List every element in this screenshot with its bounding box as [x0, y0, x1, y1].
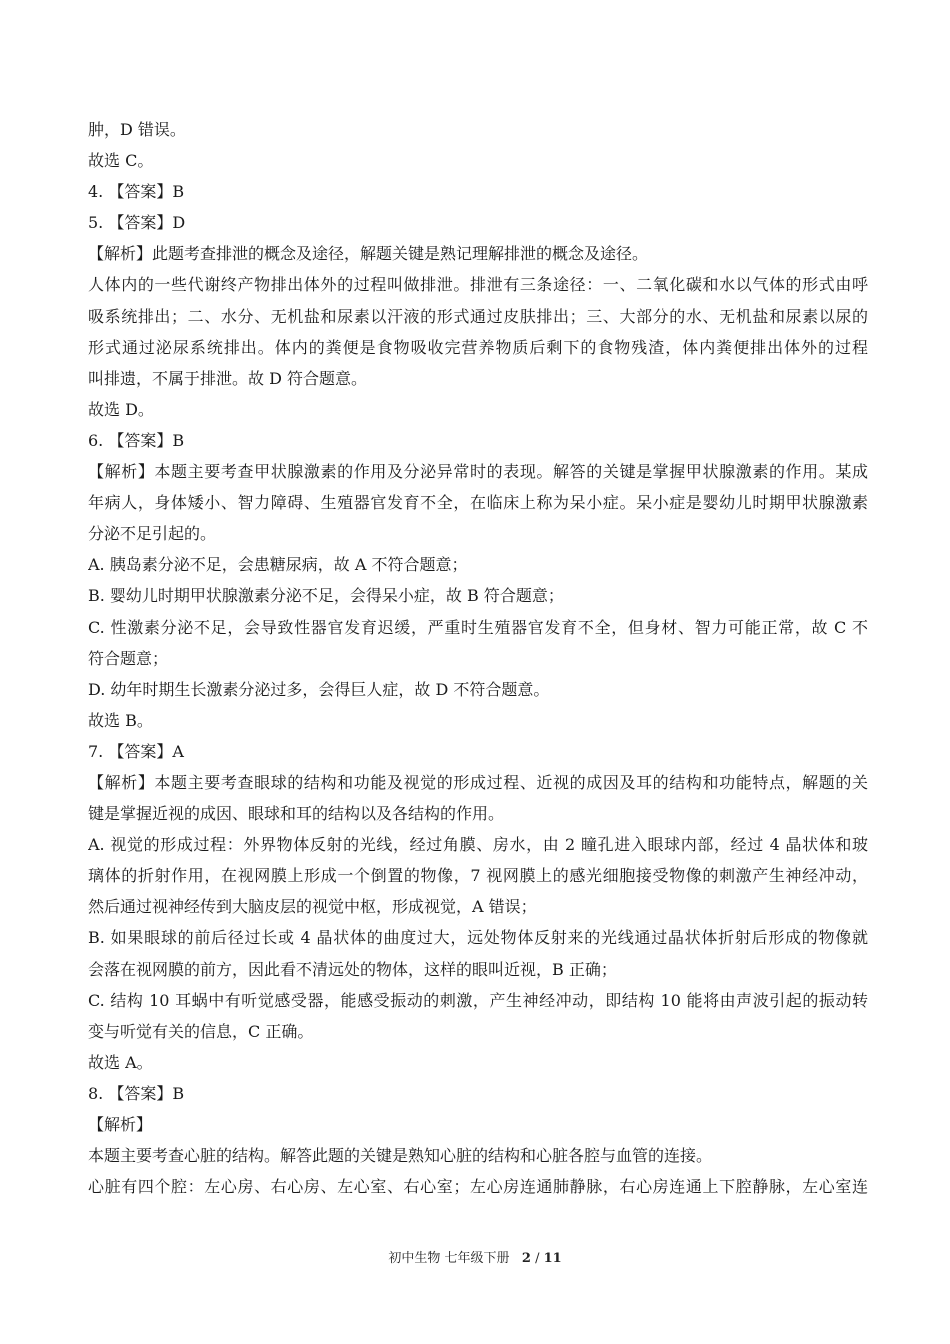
text-line: 7. 【答案】A	[88, 741, 184, 761]
text-line: 故选 B。	[88, 710, 153, 730]
text-line: 心脏有四个腔：左心房、右心房、左心室、右心室；左心房连通肺静脉，右心房连通上下腔静脉，左心室连	[88, 1177, 868, 1197]
text-line: 吸系统排出；二、水分、无机盐和尿素以汗液的形式通过皮肤排出；三、大部分的水、无机盐和尿素以尿的	[88, 306, 868, 326]
text-line: 肿，D 错误。	[88, 120, 186, 139]
page-footer	[0, 1247, 950, 1266]
text-line: 【解析】本题主要考查甲状腺激素的作用及分泌异常时的表现。解答的关键是掌握甲状腺激素的作用。某成	[88, 462, 868, 482]
page-number: 2	[521, 1251, 531, 1266]
text-line: C. 性激素分泌不足，会导致性器官发育迟缓，严重时生殖器官发育不全，但身材、智力可能正常，故 C 不	[88, 617, 868, 637]
text-line: D. 幼年时期生长激素分泌过多，会得巨人症，故 D 不符合题意。	[88, 679, 550, 699]
text-line: 【解析】	[88, 1115, 153, 1134]
page-separator: /	[535, 1251, 540, 1266]
page-total: 11	[543, 1251, 562, 1266]
text-line: 故选 D。	[88, 399, 154, 419]
text-line: 符合题意；	[88, 648, 169, 668]
text-line: 本题主要考查心脏的结构。解答此题的关键是熟知心脏的结构和心脏各腔与血管的连接。	[88, 1146, 713, 1166]
text-line: 故选 C。	[88, 151, 154, 171]
text-line: 键是掌握近视的成因、眼球和耳的结构以及各结构的作用。	[88, 804, 505, 824]
document-body	[88, 114, 868, 1202]
text-line: 会落在视网膜的前方，因此看不清远处的物体，这样的眼叫近视，B 正确；	[88, 959, 617, 979]
text-line: 然后通过视神经传到大脑皮层的视觉中枢，形成视觉，A 错误；	[88, 897, 537, 917]
text-line: 5. 【答案】D	[88, 213, 186, 233]
text-line: 形式通过泌尿系统排出。体内的粪便是食物吸收完营养物质后剩下的食物残渣，体内粪便排出体外的过程	[88, 337, 868, 357]
text-line: 【解析】本题主要考查眼球的结构和功能及视觉的形成过程、近视的成因及耳的结构和功能特点，解题的关	[88, 772, 868, 792]
text-line: B. 婴幼儿时期甲状腺激素分泌不足，会得呆小症，故 B 符合题意；	[88, 586, 564, 606]
text-line: A. 视觉的形成过程：外界物体反射的光线，经过角膜、房水，由 2 瞳孔进入眼球内部，经过 4 晶状体和玻	[88, 835, 868, 855]
text-line: 8. 【答案】B	[88, 1083, 185, 1103]
text-line: 变与听觉有关的信息，C 正确。	[88, 1021, 314, 1041]
text-line: 人体内的一些代谢终产物排出体外的过程叫做排泄。排泄有三条途径：一、二氧化碳和水以气体的形式由呼	[88, 275, 868, 295]
text-line: B. 如果眼球的前后径过长或 4 晶状体的曲度过大，远处物体反射来的光线通过晶状体折射后形成的物像就	[88, 928, 868, 948]
text-line: 璃体的折射作用，在视网膜上形成一个倒置的物像，7 视网膜上的感光细胞接受物像的刺激产生神经冲动，	[88, 866, 868, 886]
text-line: 4. 【答案】B	[88, 182, 185, 202]
text-line: A. 胰岛素分泌不足，会患糖尿病，故 A 不符合题意；	[88, 555, 468, 575]
footer-title: 初中生物 七年级下册	[388, 1251, 510, 1266]
text-line: 分泌不足引起的。	[88, 524, 217, 544]
text-line: 故选 A。	[88, 1052, 153, 1072]
text-line: 【解析】此题考查排泄的概念及途径，解题关键是熟记理解排泄的概念及途径。	[88, 244, 649, 264]
text-line: 年病人，身体矮小、智力障碍、生殖器官发育不全，在临床上称为呆小症。呆小症是婴幼儿时期甲状腺激素	[88, 493, 868, 513]
text-line: 叫排遗，不属于排泄。故 D 符合题意。	[88, 368, 368, 388]
text-line: 6. 【答案】B	[88, 430, 185, 450]
text-line: C. 结构 10 耳蜗中有听觉感受器，能感受振动的刺激，产生神经冲动，即结构 10 能将由声波引起的振动转	[88, 990, 868, 1010]
